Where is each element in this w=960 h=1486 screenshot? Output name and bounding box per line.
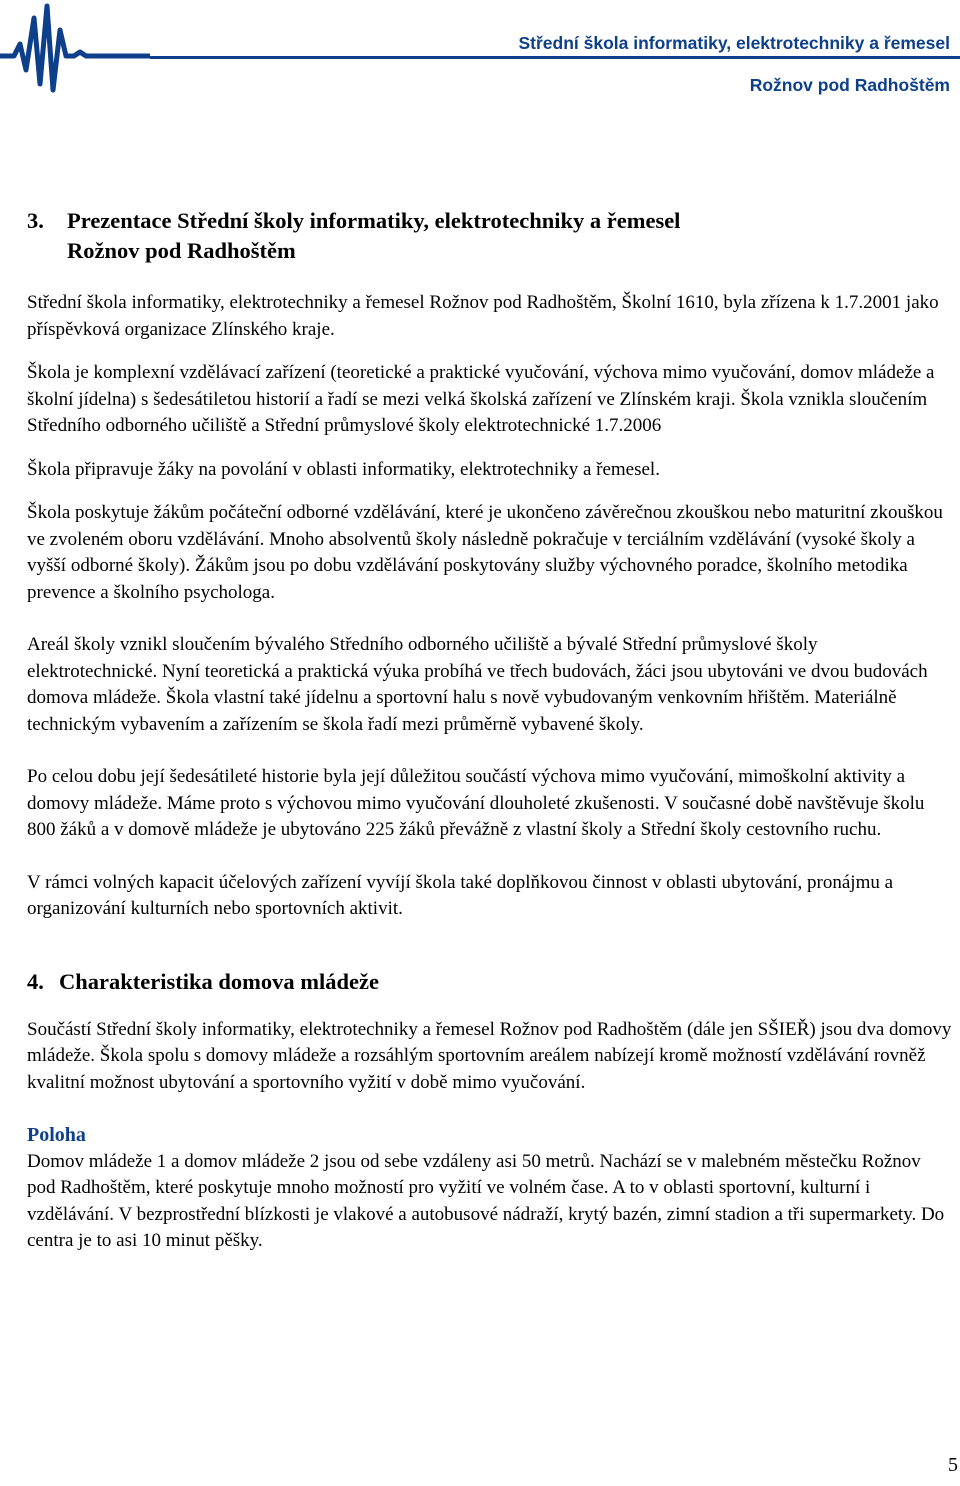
section-3-title-line1: Prezentace Střední školy informatiky, elektrotechniky a řemesel	[67, 208, 681, 233]
paragraph-complex: Škola je komplexní vzdělávací zařízení (teoretické a praktické vyučování, výchova mimo vyučování, domov mládeže a školní jídelna) s šedesátiletou historií a řadí se mezi velká školská zařízení ve Zlínském kraji. Škola vznikla sloučením Středního odborného učiliště a Střední průmyslové školy elektrotechnické 1.7.2006	[27, 362, 935, 436]
section-3-title-line2: Rožnov pod Radhoštěm	[67, 238, 296, 263]
paragraph-dorm-intro: Součástí Střední školy informatiky, elektrotechniky a řemesel Rožnov pod Radhoštěm (dále jen SŠIEŘ) jsou dva domovy mládeže. Škola spolu s domovy mládeže a rozsáhlým sportovním areálem nabízejí kromě možností vzdělávání rovněž kvalitní možnost ubytování a sportovního vyžití v době mimo vyučování.	[27, 1018, 952, 1093]
paragraph-campus: Areál školy vznikl sloučením bývalého Středního odborného učiliště a bývalé Střední průmyslové školy elektrotechnické. Nyní teoretická a praktická výuka probíhá ve třech budovách, žáci jsou ubytováni ve dvou budovách domova mládeže. Škola vlastní také jídelnu a sportovní halu s nově vybudovaným venkovním hřištěm. Materiálně technickým vybavením a zařízením se škola řadí mezi průměrně vybavené školy.	[27, 634, 928, 735]
section-3-heading	[27, 206, 952, 266]
paragraph-founding: Střední škola informatiky, elektrotechniky a řemesel Rožnov pod Radhoštěm, Školní 1610, byla zřízena k 1.7.2001 jako příspěvková organizace Zlínského kraje.	[27, 292, 939, 340]
paragraph-services: V rámci volných kapacit účelových zařízení vyvíjí škola také doplňkovou činnost v oblasti ubytování, pronájmu a organizování kulturních nebo sportovních aktivit.	[27, 871, 894, 919]
header-location: Rožnov pod Radhoštěm	[749, 75, 950, 95]
section-4-title: Charakteristika domova mládeže	[59, 968, 379, 994]
poloha-heading: Poloha	[27, 1124, 86, 1146]
paragraph-education: Škola poskytuje žákům počáteční odborné vzdělávání, které je ukončeno závěrečnou zkouškou nebo maturitní zkouškou ve zvoleném oboru vzdělávání. Mnoho absolventů školy následně pokračuje v terciálním vzdělávání (vysoké školy a vyšší odborné školy). Žákům jsou po dobu vzdělávání poskytovány služby výchovného poradce, školního metodika prevence a školního psychologa.	[27, 502, 943, 603]
page-number: 5	[948, 1454, 958, 1476]
section-4-heading	[27, 967, 952, 997]
paragraph-location: Domov mládeže 1 a domov mládeže 2 jsou od sebe vzdáleny asi 50 metrů. Nachází se v malebném městečku Rožnov pod Radhoštěm, které poskytuje mnoho možností pro vyžití ve volném čase. A to v oblasti sportovní, kulturní i vzdělávání. V bezprostřední blízkosti je vlakové a autobusové nádraží, krytý bazén, zimní stadion a tři supermarkety. Do centra je to asi 10 minut pěšky.	[27, 1150, 945, 1251]
heartbeat-pulse-icon	[0, 0, 150, 100]
header-divider	[150, 56, 960, 59]
document-body	[27, 206, 952, 1255]
section-4-number: 4.	[27, 968, 44, 994]
section-3-number: 3.	[27, 208, 44, 233]
paragraph-history: Po celou dobu její šedesátileté historie byla její důležitou součástí výchova mimo vyučování, mimoškolní aktivity a domovy mládeže. Máme proto s výchovou mimo vyučování dlouholeté zkušenosti. V současné době navštěvuje školu 800 žáků a v domově mládeže je ubytováno 225 žáků převážně z vlastní školy a Střední školy cestovního ruchu.	[27, 766, 925, 840]
paragraph-preparation: Škola připravuje žáky na povolání v oblasti informatiky, elektrotechniky a řemesel.	[27, 458, 660, 480]
header-school-name: Střední škola informatiky, elektrotechniky a řemesel	[518, 33, 950, 53]
